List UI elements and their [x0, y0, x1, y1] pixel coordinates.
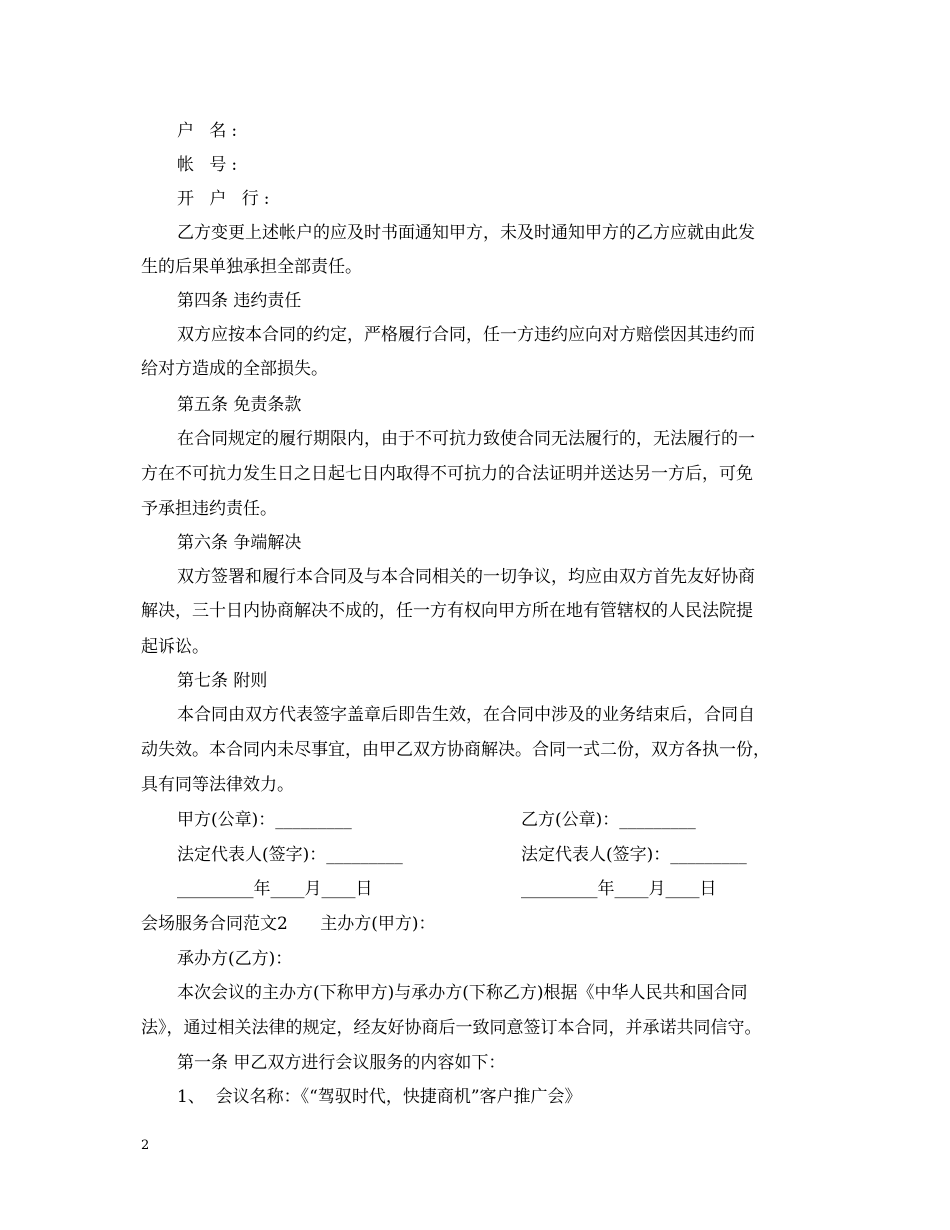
account-number-label: 帐 号: — [177, 155, 243, 175]
page-number: 2 — [141, 1138, 150, 1153]
party-b-representative: 法定代表人(签字)：_________ — [521, 845, 747, 865]
contract2-heading: 会场服务合同范文2 主办方(甲方)： — [141, 914, 436, 934]
party-a-representative: 法定代表人(签字)：_________ — [177, 845, 403, 865]
paragraph-line: 方在不可抗力发生日之日起七日内取得不可抗力的合法证明并送达另一方后，可免 — [141, 464, 753, 484]
bank-label: 开 户 行: — [177, 189, 275, 209]
contractor-label: 承办方(乙方)： — [177, 949, 293, 969]
party-a-date: _________年____月____日 — [177, 879, 373, 899]
paragraph-line: 予承担违约责任。 — [141, 499, 277, 519]
article-title: 第四条 违约责任 — [177, 291, 302, 311]
paragraph-line: 本次会议的主办方(下称甲方)与承办方(下称乙方)根据《中华人民共和国合同 — [177, 983, 748, 1003]
article-title: 第七条 附则 — [177, 671, 268, 691]
paragraph-line: 具有同等法律效力。 — [141, 775, 294, 795]
party-a-seal: 甲方(公章)：_________ — [177, 810, 352, 830]
paragraph-line: 在合同规定的履行期限内，由于不可抗力致使合同无法履行的，无法履行的一 — [177, 429, 755, 449]
paragraph-line: 起诉讼。 — [141, 637, 209, 657]
paragraph-line: 给对方造成的全部损失。 — [141, 359, 328, 379]
paragraph-line: 动失效。本合同内未尽事宜，由甲乙双方协商解决。合同一式二份，双方各执一份， — [141, 740, 770, 760]
article-title: 第五条 免责条款 — [177, 395, 302, 415]
article-title: 第六条 争端解决 — [177, 533, 302, 553]
article-title: 第一条 甲乙双方进行会议服务的内容如下： — [177, 1053, 506, 1073]
party-b-date: _________年____月____日 — [521, 879, 717, 899]
paragraph-line: 法》，通过相关法律的规定，经友好协商后一致同意签订本合同，并承诺共同信守。 — [141, 1018, 762, 1038]
party-b-seal: 乙方(公章)：_________ — [521, 810, 696, 830]
paragraph-line: 乙方变更上述帐户的应及时书面通知甲方，未及时通知甲方的乙方应就由此发 — [177, 223, 755, 243]
paragraph-line: 本合同由双方代表签字盖章后即告生效，在合同中涉及的业务结束后，合同自 — [177, 705, 755, 725]
paragraph-line: 双方应按本合同的约定，严格履行合同，任一方违约应向对方赔偿因其违约而 — [177, 325, 755, 345]
paragraph-line: 双方签署和履行本合同及与本合同相关的一切争议，均应由双方首先友好协商 — [177, 567, 755, 587]
paragraph-line: 解决，三十日内协商解决不成的，任一方有权向甲方所在地有管辖权的人民法院提 — [141, 601, 753, 621]
account-name-label: 户 名: — [177, 121, 243, 141]
list-item: 1、 会议名称：《“驾驭时代，快捷商机”客户推广会》 — [177, 1087, 582, 1107]
paragraph-line: 生的后果单独承担全部责任。 — [141, 257, 362, 277]
